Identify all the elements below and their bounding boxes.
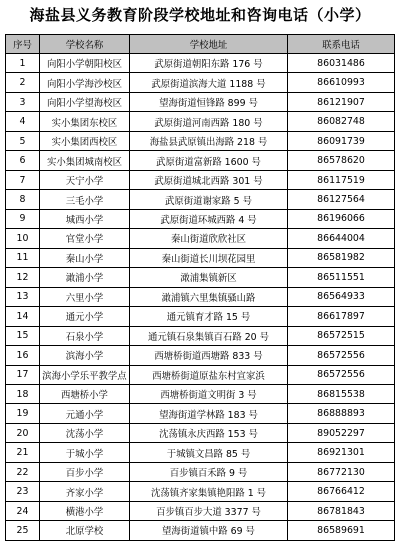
cell-school-name: 向阳小学海沙校区	[40, 73, 130, 92]
cell-phone: 86091739	[288, 131, 395, 150]
cell-address: 西塘桥街道西塘路 833 号	[130, 346, 288, 365]
table-header-row	[6, 35, 395, 54]
cell-phone: 86921301	[288, 443, 395, 462]
cell-address: 澉浦镇六里集镇骚山路	[130, 287, 288, 306]
header-phone: 联系电话	[288, 35, 395, 54]
cell-phone: 86121907	[288, 92, 395, 111]
cell-address: 武原街道河南西路 180 号	[130, 112, 288, 131]
cell-school-name: 北原学校	[40, 521, 130, 540]
table-row	[6, 404, 395, 423]
cell-no: 15	[6, 326, 40, 345]
table-row	[6, 229, 395, 248]
table-row	[6, 287, 395, 306]
table-row	[6, 307, 395, 326]
cell-phone: 86127564	[288, 190, 395, 209]
cell-school-name: 沈荡小学	[40, 423, 130, 442]
cell-phone: 86888893	[288, 404, 395, 423]
cell-school-name: 实小集团东校区	[40, 112, 130, 131]
cell-no: 14	[6, 307, 40, 326]
cell-school-name: 滨海小学乐平教学点	[40, 365, 130, 384]
school-table	[5, 34, 395, 541]
cell-no: 16	[6, 346, 40, 365]
document-title: 海盐县义务教育阶段学校地址和咨询电话（小学）	[29, 6, 371, 24]
cell-school-name: 三毛小学	[40, 190, 130, 209]
cell-school-name: 六里小学	[40, 287, 130, 306]
cell-school-name: 城西小学	[40, 209, 130, 228]
cell-school-name: 于城小学	[40, 443, 130, 462]
header-no: 序号	[6, 35, 40, 54]
cell-school-name: 天宁小学	[40, 170, 130, 189]
cell-phone: 86610993	[288, 73, 395, 92]
cell-no: 18	[6, 384, 40, 403]
cell-phone: 86117519	[288, 170, 395, 189]
cell-address: 百步镇百步大道 3377 号	[130, 501, 288, 520]
cell-address: 望海街道恒锋路 899 号	[130, 92, 288, 111]
table-row	[6, 209, 395, 228]
cell-address: 秦山街道欣欣社区	[130, 229, 288, 248]
table-row	[6, 346, 395, 365]
cell-phone: 86511551	[288, 268, 395, 287]
table-row	[6, 365, 395, 384]
cell-address: 武原街道朝阳东路 176 号	[130, 54, 288, 73]
cell-no: 22	[6, 462, 40, 481]
table-row	[6, 384, 395, 403]
cell-school-name: 实小集团西校区	[40, 131, 130, 150]
cell-phone: 86196066	[288, 209, 395, 228]
cell-phone: 86644004	[288, 229, 395, 248]
table-row	[6, 73, 395, 92]
table-row	[6, 443, 395, 462]
cell-phone: 86617897	[288, 307, 395, 326]
cell-no: 12	[6, 268, 40, 287]
cell-school-name: 通元小学	[40, 307, 130, 326]
cell-school-name: 西塘桥小学	[40, 384, 130, 403]
cell-no: 3	[6, 92, 40, 111]
cell-phone: 86766412	[288, 482, 395, 501]
cell-no: 6	[6, 151, 40, 170]
cell-phone: 86589691	[288, 521, 395, 540]
cell-no: 5	[6, 131, 40, 150]
table-row	[6, 462, 395, 481]
cell-address: 望海街道镇中路 69 号	[130, 521, 288, 540]
cell-school-name: 向阳小学朝阳校区	[40, 54, 130, 73]
cell-phone: 86581982	[288, 248, 395, 267]
cell-phone: 86772130	[288, 462, 395, 481]
cell-no: 11	[6, 248, 40, 267]
cell-address: 武原街道环城西路 4 号	[130, 209, 288, 228]
cell-address: 澉浦集镇新区	[130, 268, 288, 287]
cell-address: 武原街道谢家路 5 号	[130, 190, 288, 209]
cell-phone: 86578620	[288, 151, 395, 170]
cell-address: 百步镇百禾路 9 号	[130, 462, 288, 481]
cell-no: 20	[6, 423, 40, 442]
cell-address: 西塘桥街道原盐东村宣家浜	[130, 365, 288, 384]
cell-phone: 89052297	[288, 423, 395, 442]
cell-address: 沈荡镇齐家集镇艳阳路 1 号	[130, 482, 288, 501]
cell-no: 17	[6, 365, 40, 384]
table-row	[6, 326, 395, 345]
cell-no: 13	[6, 287, 40, 306]
cell-phone: 86031486	[288, 54, 395, 73]
table-row	[6, 248, 395, 267]
cell-no: 8	[6, 190, 40, 209]
cell-no: 24	[6, 501, 40, 520]
cell-no: 25	[6, 521, 40, 540]
table-row	[6, 170, 395, 189]
cell-school-name: 官堂小学	[40, 229, 130, 248]
cell-address: 通元镇育才路 15 号	[130, 307, 288, 326]
table-row	[6, 190, 395, 209]
cell-school-name: 秦山小学	[40, 248, 130, 267]
cell-no: 23	[6, 482, 40, 501]
cell-address: 武原街道富新路 1600 号	[130, 151, 288, 170]
cell-no: 2	[6, 73, 40, 92]
cell-address: 于城镇文昌路 85 号	[130, 443, 288, 462]
cell-phone: 86572556	[288, 346, 395, 365]
cell-address: 通元镇石泉集镇百石路 20 号	[130, 326, 288, 345]
cell-school-name: 滨海小学	[40, 346, 130, 365]
cell-phone: 86082748	[288, 112, 395, 131]
cell-school-name: 向阳小学望海校区	[40, 92, 130, 111]
table-row	[6, 521, 395, 540]
table-row	[6, 92, 395, 111]
table-row	[6, 151, 395, 170]
cell-phone: 86781843	[288, 501, 395, 520]
cell-address: 秦山街道长川坝花园里	[130, 248, 288, 267]
cell-school-name: 横港小学	[40, 501, 130, 520]
cell-phone: 86572515	[288, 326, 395, 345]
table-row	[6, 482, 395, 501]
table-row	[6, 268, 395, 287]
cell-address: 沈荡镇永庆西路 153 号	[130, 423, 288, 442]
cell-school-name: 石泉小学	[40, 326, 130, 345]
cell-school-name: 实小集团城南校区	[40, 151, 130, 170]
cell-no: 21	[6, 443, 40, 462]
cell-address: 望海街道学林路 183 号	[130, 404, 288, 423]
cell-no: 4	[6, 112, 40, 131]
header-address: 学校地址	[130, 35, 288, 54]
cell-school-name: 元通小学	[40, 404, 130, 423]
cell-phone: 86564933	[288, 287, 395, 306]
cell-no: 19	[6, 404, 40, 423]
table-row	[6, 112, 395, 131]
table-row	[6, 54, 395, 73]
cell-school-name: 澉浦小学	[40, 268, 130, 287]
header-school-name: 学校名称	[40, 35, 130, 54]
cell-no: 10	[6, 229, 40, 248]
cell-address: 西塘桥街道文明街 3 号	[130, 384, 288, 403]
table-row	[6, 131, 395, 150]
cell-no: 7	[6, 170, 40, 189]
cell-address: 武原街道城北西路 301 号	[130, 170, 288, 189]
cell-no: 1	[6, 54, 40, 73]
table-row	[6, 423, 395, 442]
table-row	[6, 501, 395, 520]
cell-address: 武原街道滨海大道 1188 号	[130, 73, 288, 92]
cell-school-name: 百步小学	[40, 462, 130, 481]
cell-phone: 86815538	[288, 384, 395, 403]
cell-no: 9	[6, 209, 40, 228]
cell-address: 海盐县武原镇出海路 218 号	[130, 131, 288, 150]
cell-phone: 86572556	[288, 365, 395, 384]
cell-school-name: 齐家小学	[40, 482, 130, 501]
